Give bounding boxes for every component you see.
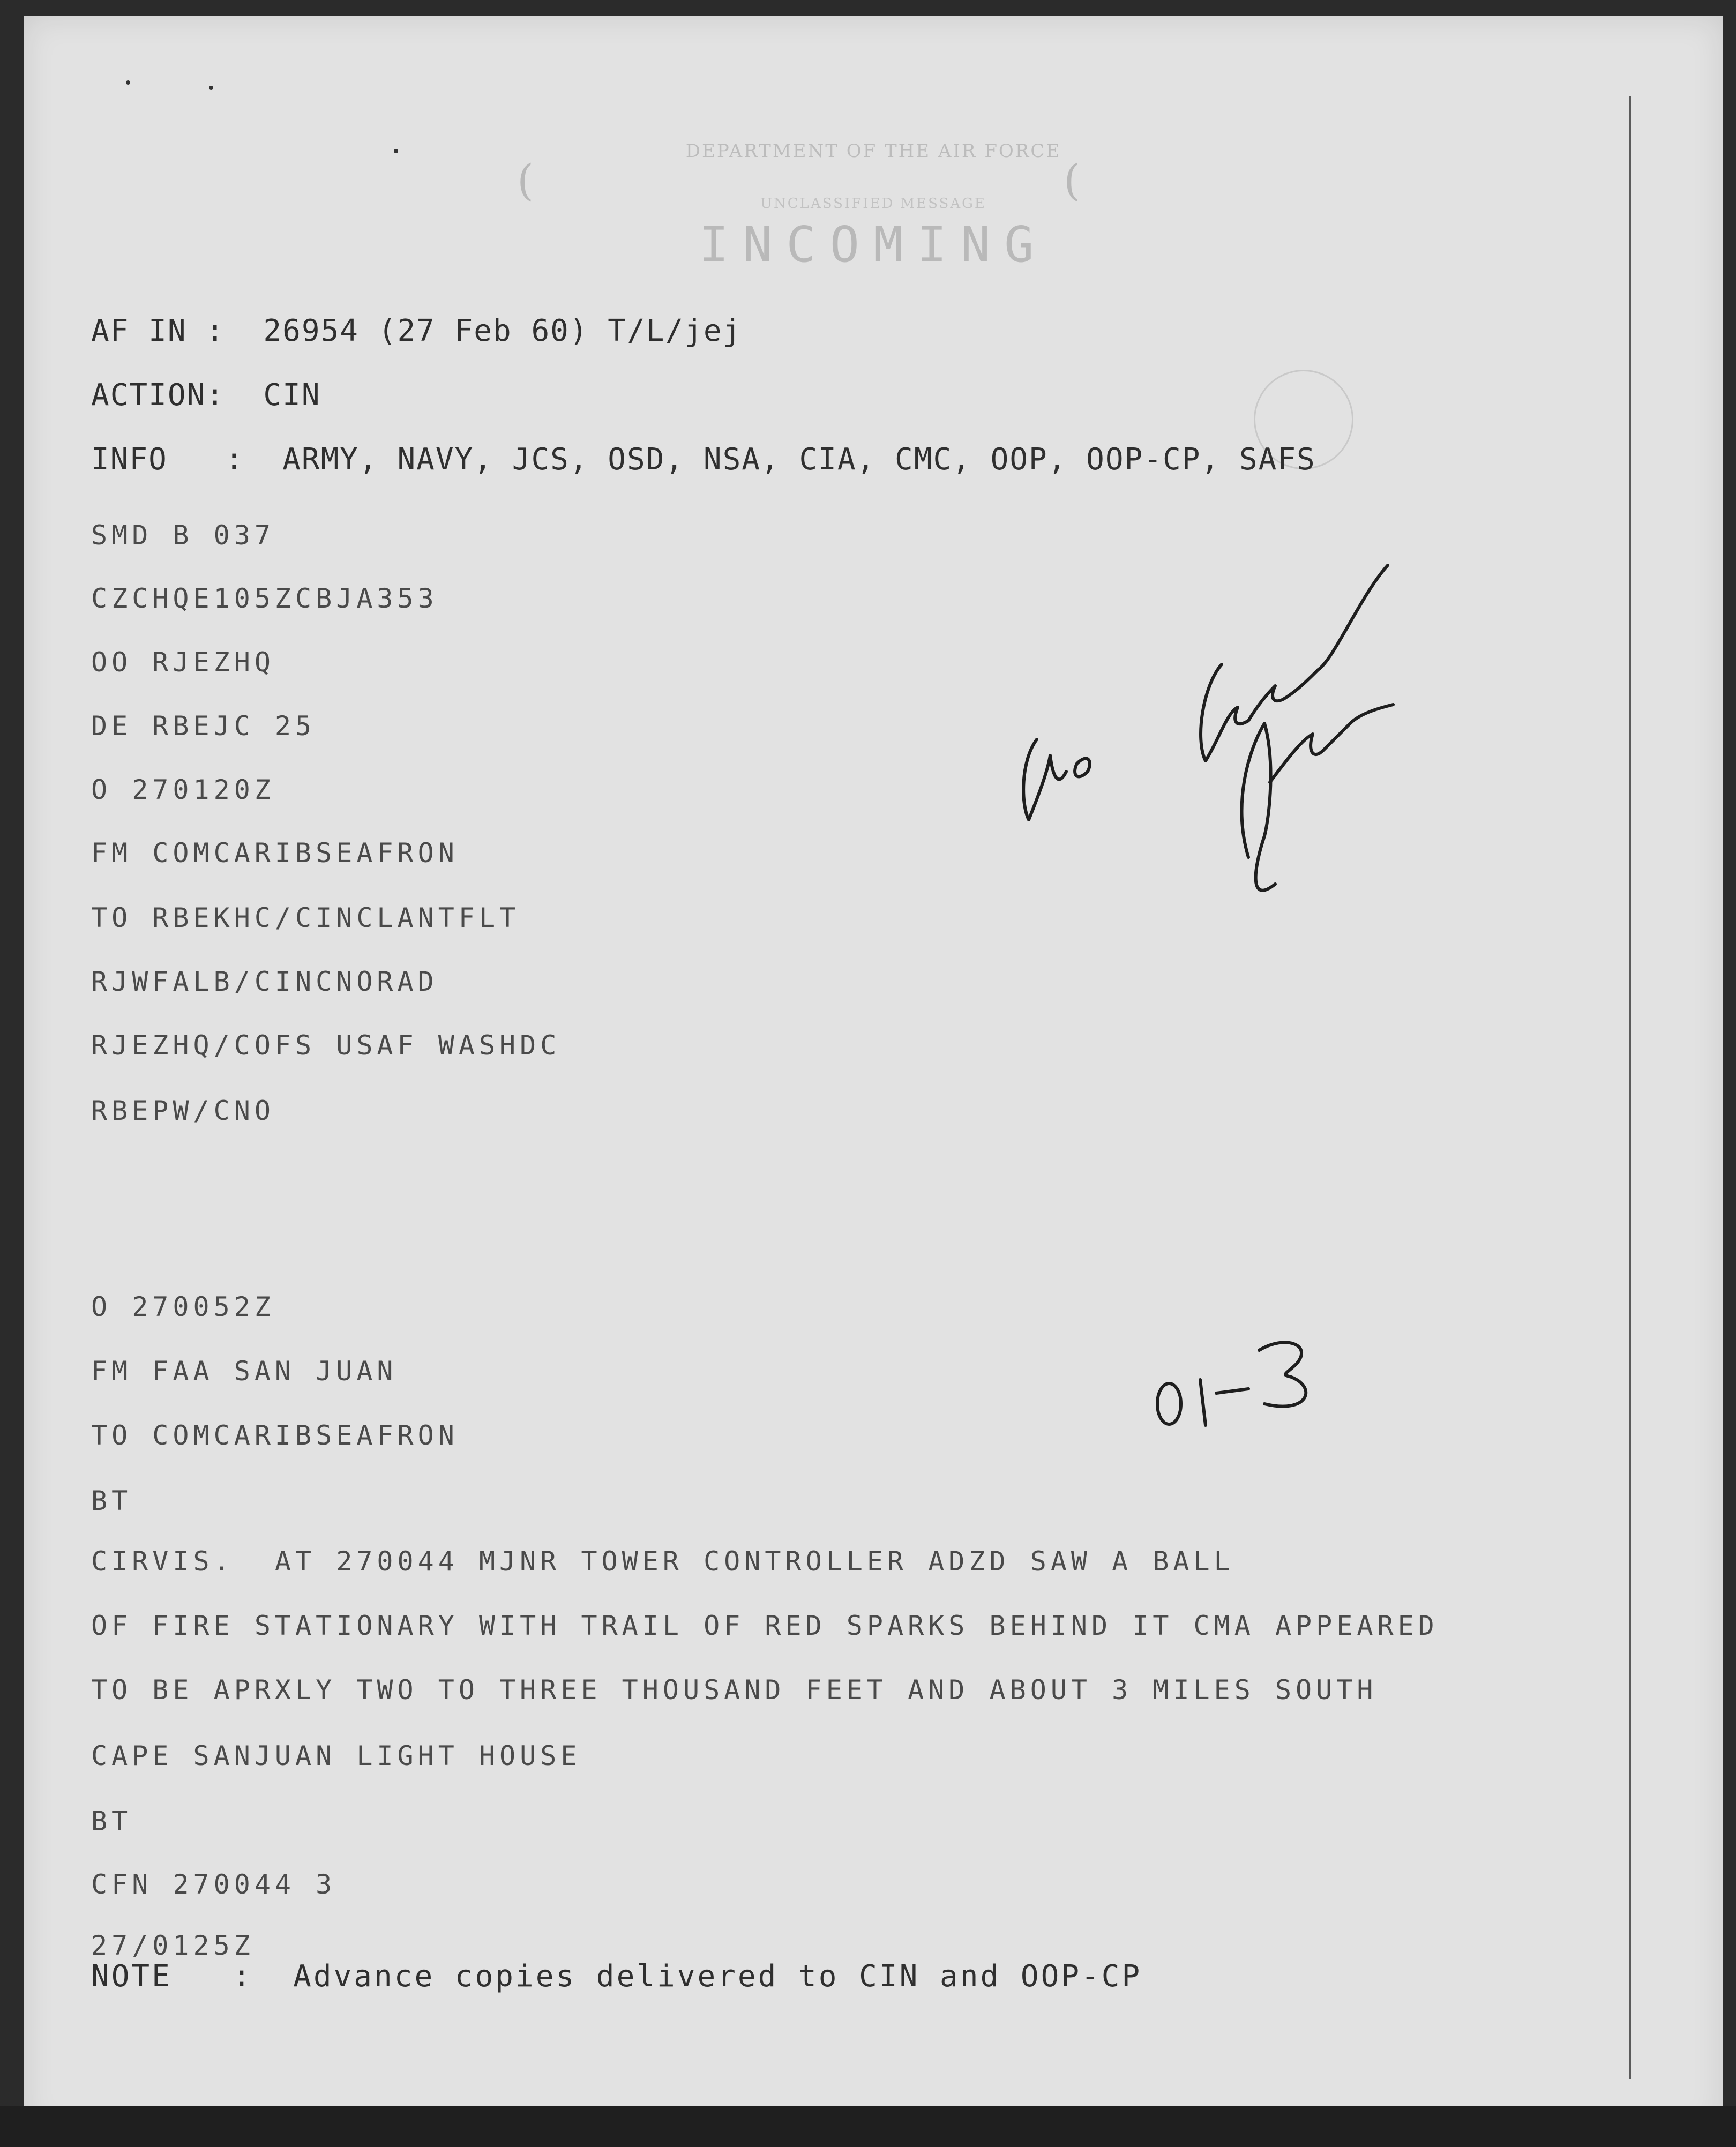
teletype-line: FM COMCARIBSEAFRON	[91, 837, 459, 869]
note-line: NOTE : Advance copies delivered to CIN and OOP-CP	[91, 1959, 1142, 1994]
teletype-line: BT	[91, 1485, 132, 1516]
message-body-line: TO BE APRXLY TWO TO THREE THOUSAND FEET AND ABOUT 3 MILES SOUTH	[91, 1674, 1378, 1705]
teletype-line: O 270052Z	[91, 1291, 275, 1322]
teletype-line: DE RBEJC 25	[91, 710, 316, 742]
teletype-line: BT	[91, 1806, 132, 1837]
info-line: INFO : ARMY, NAVY, JCS, OSD, NSA, CIA, CMC, OOP, OOP-CP, SAFS	[91, 442, 1316, 477]
classification-line: UNCLASSIFIED MESSAGE	[760, 196, 986, 212]
action-line: ACTION: CIN	[91, 378, 321, 413]
incoming-title: INCOMING	[699, 216, 1048, 273]
teletype-line: RJWFALB/CINCNORAD	[91, 966, 438, 997]
handwritten-signature-scribble	[1023, 565, 1393, 891]
message-body-line: OF FIRE STATIONARY WITH TRAIL OF RED SPARKS BEHIND IT CMA APPEARED	[91, 1610, 1439, 1641]
teletype-line: TO COMCARIBSEAFRON	[91, 1420, 459, 1451]
teletype-line: TO RBEKHC/CINCLANTFLT	[91, 902, 520, 933]
message-body-line: CIRVIS. AT 270044 MJNR TOWER CONTROLLER ADZD SAW A BALL	[91, 1546, 1234, 1577]
af-in-line: AF IN : 26954 (27 Feb 60) T/L/jej	[91, 313, 742, 348]
department-line: DEPARTMENT OF THE AIR FORCE	[685, 140, 1061, 162]
teletype-line: OO RJEZHQ	[91, 647, 275, 678]
teletype-line: CZCHQE105ZCBJA353	[91, 583, 438, 614]
teletype-line: CFN 270044 3	[91, 1869, 336, 1900]
teletype-line: O 270120Z	[91, 774, 275, 805]
header-left-paren: (	[517, 155, 534, 205]
teletype-line: FM FAA SAN JUAN	[91, 1356, 398, 1387]
header-right-paren: (	[1064, 155, 1081, 205]
teletype-line: SMD B 037	[91, 520, 275, 551]
message-body-line: CAPE SANJUAN LIGHT HOUSE	[91, 1740, 581, 1771]
teletype-line: RBEPW/CNO	[91, 1095, 275, 1126]
teletype-line: RJEZHQ/COFS USAF WASHDC	[91, 1030, 561, 1061]
handwritten-number	[1157, 1342, 1306, 1425]
teletype-line: 27/0125Z	[91, 1930, 255, 1961]
